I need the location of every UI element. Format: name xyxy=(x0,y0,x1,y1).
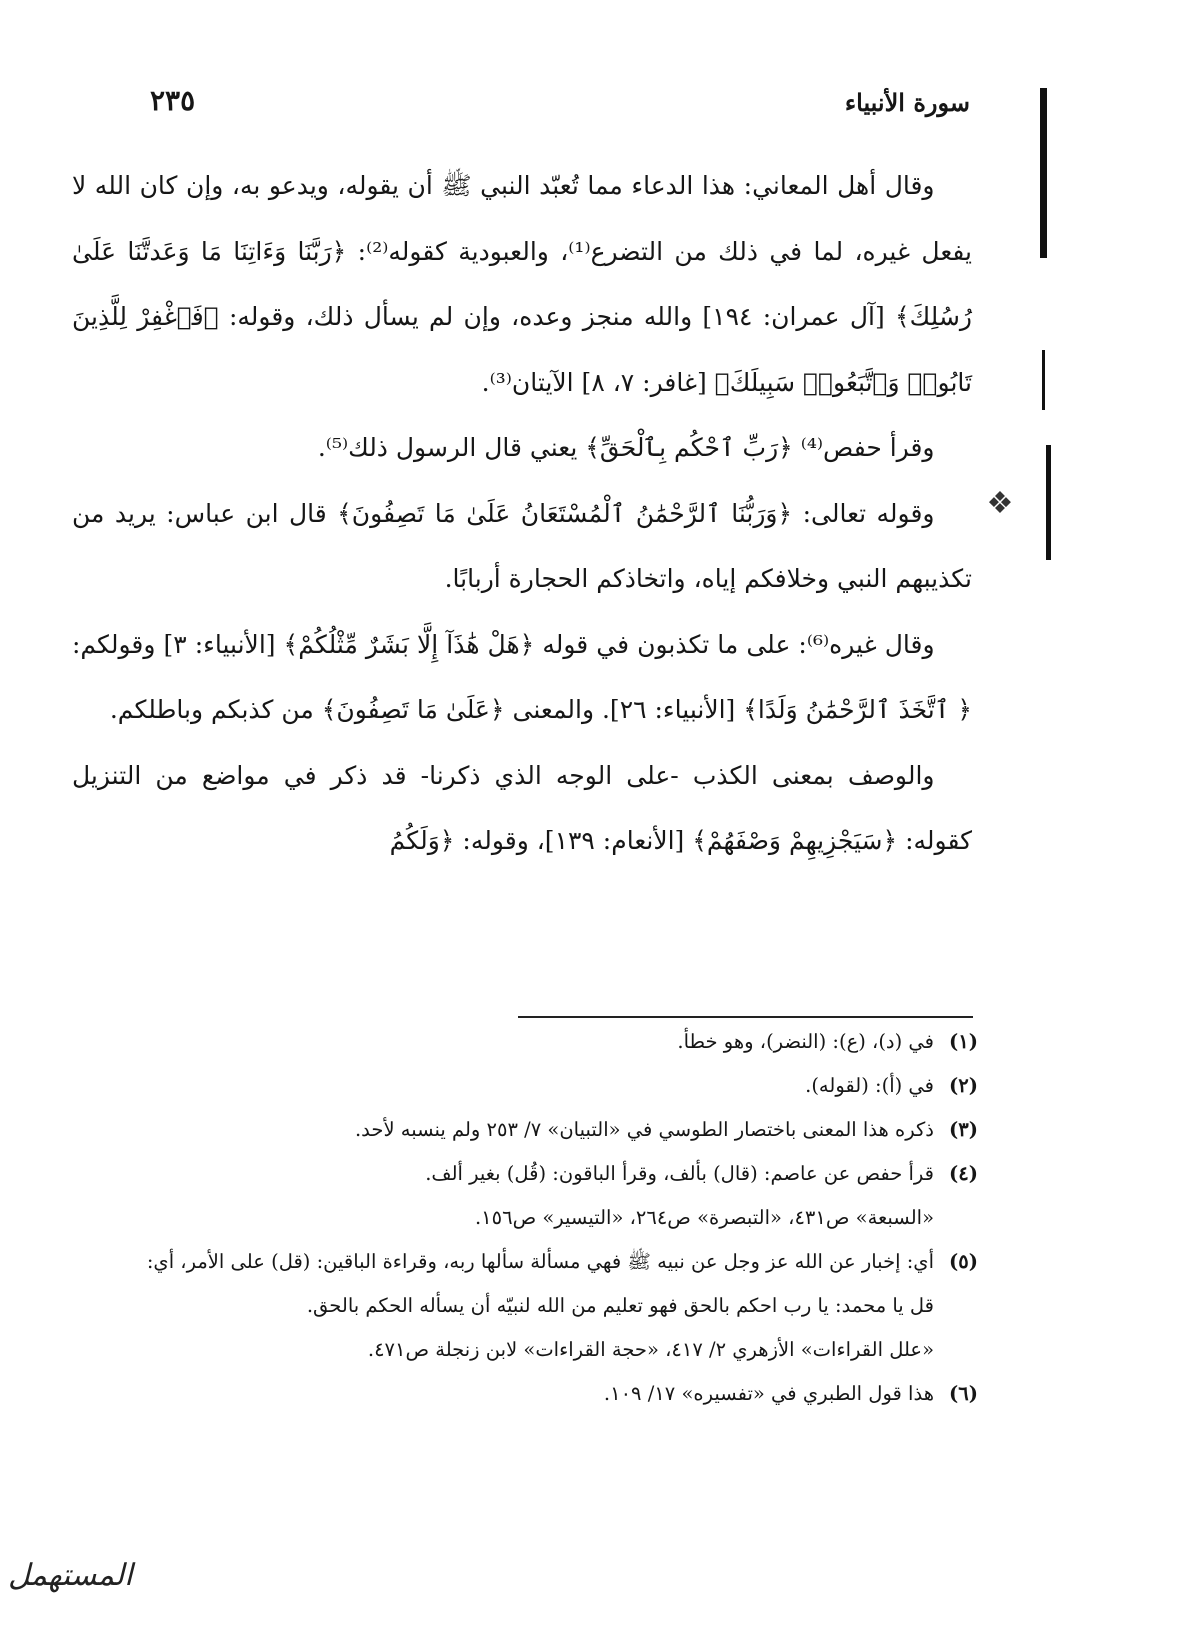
edge-bar-lower xyxy=(1046,445,1051,560)
side-ornament-icon: ❖ xyxy=(986,486,1014,521)
footnote-separator xyxy=(518,1016,973,1018)
footnote-number: (١) xyxy=(949,1030,978,1053)
footnote-number: (٢) xyxy=(949,1074,978,1097)
paragraph: وقال أهل المعاني: هذا الدعاء مما تُعبّد النبي ﷺ أن يقوله، ويدعو به، وإن كان الله لا يفعل غيره، لما في ذلك من التضرع⁽¹⁾، والعبودية كقوله⁽²⁾: ﴿رَبَّنَا وَءَاتِنَا مَا وَعَدتَّنَا عَلَىٰ رُسُلِكَ﴾ [آل عمران: ١٩٤] والله منجز وعده، وإن لم يسأل ذلك، وقوله: ﴿فَٱغْفِرْ لِلَّذِينَ تَابُوا۟ وَٱتَّبَعُوا۟ سَبِيلَكَ﴾ [غافر: ٧، ٨] الآيتان⁽³⁾. xyxy=(72,171,972,397)
footnote xyxy=(140,1020,978,1064)
footnote-line: «السبعة» ص٤٣١، «التبصرة» ص٢٦٤، «التيسير» ص١٥٦. xyxy=(474,1206,934,1229)
footnote-line: ذكره هذا المعنى باختصار الطوسي في «التبيان» ٧/ ٢٥٣ ولم ينسبه لأحد. xyxy=(354,1118,934,1141)
edge-bar-dot xyxy=(1042,350,1045,410)
footnote-line: في (د)، (ع): (النضر)، وهو خطأ. xyxy=(677,1030,934,1053)
publisher-logo xyxy=(8,1552,133,1627)
footnote xyxy=(140,1108,978,1152)
footnote-line: قرأ حفص عن عاصم: (قال) بألف، وقرأ الباقون: (قُل) بغير ألف. xyxy=(425,1162,934,1185)
footnote-line: أي: إخبار عن الله عز وجل عن نبيه ﷺ فهي مسألة سألها ربه، وقراءة الباقين: (قل) على الأمر، أي: قل يا محمد: يا رب احكم بالحق فهو تعليم من الله لنبيّه أن يسأله الحكم بالحق. xyxy=(146,1250,934,1317)
paragraph: وقوله تعالى: ﴿وَرَبُّنَا ٱلرَّحْمَٰنُ ٱلْمُسْتَعَانُ عَلَىٰ مَا تَصِفُونَ﴾ قال ابن عباس: يريد من تكذيبهم النبي وخلافكم إياه، واتخاذكم الحجارة أربابًا. xyxy=(72,498,972,593)
logo-text: المستهمل xyxy=(8,1558,133,1593)
page-number: ٢٣٥ xyxy=(150,84,196,117)
footnote-line: «علل القراءات» الأزهري ٢/ ٤١٧، «حجة القراءات» لابن زنجلة ص٤٧١. xyxy=(367,1338,934,1361)
main-text xyxy=(72,153,972,874)
footnote-number: (٣) xyxy=(949,1118,978,1141)
footnote-line: هذا قول الطبري في «تفسيره» ١٧/ ١٠٩. xyxy=(603,1382,934,1405)
footnote xyxy=(140,1152,978,1240)
paragraph: وقال غيره⁽⁶⁾: على ما تكذبون في قوله ﴿هَلْ هَٰذَآ إِلَّا بَشَرٌ مِّثْلُكُمْ﴾ [الأنبياء: ٣] وقولكم: ﴿ ٱتَّخَذَ ٱلرَّحْمَٰنُ وَلَدًا﴾ [الأنبياء: ٢٦]. والمعنى ﴿عَلَىٰ مَا تَصِفُونَ﴾ من كذبكم وباطلكم. xyxy=(72,629,972,724)
paragraph: وقرأ حفص⁽⁴⁾ ﴿رَبِّ ٱحْكُم بِٱلْحَقِّ﴾ يعني قال الرسول ذلك⁽⁵⁾. xyxy=(317,433,935,462)
footnote xyxy=(140,1240,978,1372)
footnote xyxy=(140,1064,978,1108)
footnote-number: (٦) xyxy=(949,1382,978,1405)
footnote-number: (٥) xyxy=(949,1250,978,1273)
footnotes xyxy=(140,1020,978,1416)
edge-bar-top xyxy=(1040,88,1047,258)
footnote-number: (٤) xyxy=(949,1162,978,1185)
paragraph: والوصف بمعنى الكذب -على الوجه الذي ذكرنا- قد ذكر في مواضع من التنزيل كقوله: ﴿سَيَجْزِيهِمْ وَصْفَهُمْ﴾ [الأنعام: ١٣٩]، وقوله: ﴿وَلَكُمُ xyxy=(72,760,972,855)
footnote-line: في (أ): (لقوله). xyxy=(805,1074,934,1097)
surah-title: سورة الأنبياء xyxy=(844,88,970,117)
page-header xyxy=(130,84,970,138)
footnote xyxy=(140,1372,978,1416)
